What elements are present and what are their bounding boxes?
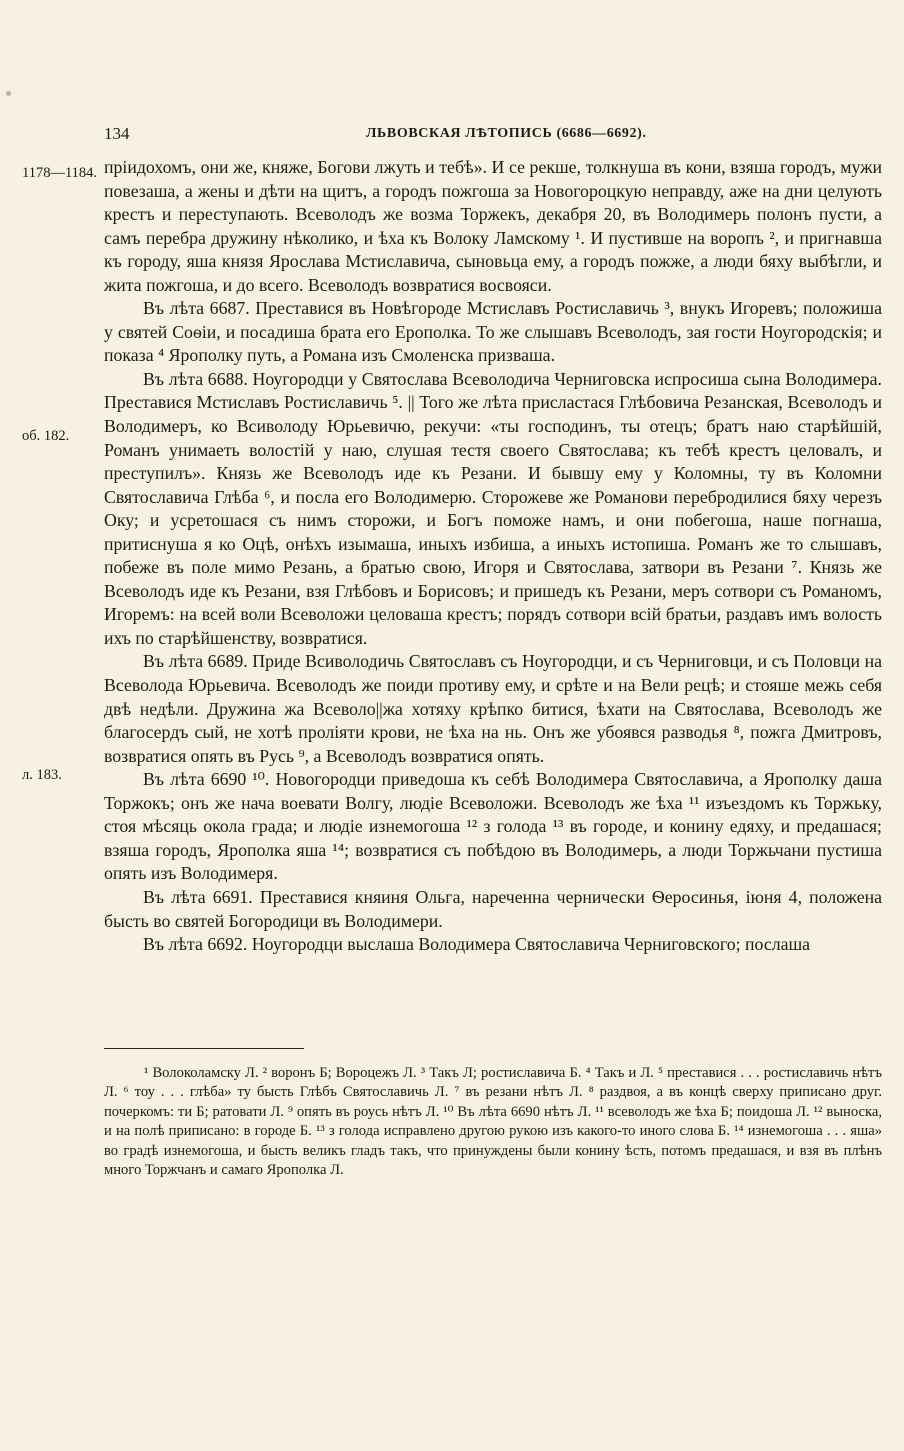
paragraph: Въ лѣта 6690 ¹⁰. Новогородци приведоша къ себѣ Володимера Святославича, а Ярополку даша Торжокъ; онъ же нача воевати Волгу, людiе Всеволожи. Всеволодъ же ѣха ¹¹ изъездомъ къ Торжьку, стоя мѣсяць окола града; и людiе изнемогоша ¹² з голода ¹³ въ городе, и конину едяху, и предашася; взяша городъ, Ярополка яша ¹⁴; возвратися съ побѣдою въ Володимерь, а люди Торжьчани пустиша опять изъ Володимеря.: [104, 769, 882, 884]
running-head: ЛЬВОВСКАЯ ЛѢТОПИСЬ (6686—6692).: [366, 126, 647, 141]
footnote-block: ¹ Волоколамску Л. ² воронъ Б; Вороцежъ Л. ³ Такъ Л; ростиславича Б. ⁴ Такъ и Л. ⁵ преставися . . . ростиславичь нѣтъ Л. ⁶ тоу . . . глѣба» ту бысть Глѣбъ Святославичь Л. ⁷ въ резани нѣтъ Л. ⁸ раздвоя, а въ концѣ сверху приписано друг. почеркомъ: ти Б; ратовати Л. ⁹ опять въ роусь нѣтъ Л. ¹⁰ Въ лѣта 6690 нѣтъ Л. ¹¹ всеволодъ же ѣха Б; поидоша Л. ¹² выноска, и на полѣ приписано: в городе Б. ¹³ з голода исправлено другою рукою изъ какого-то иного слова Б. ¹⁴ изнемогоша . . . яша» во градѣ изнемогоша, и бысть великъ гладъ такъ, что принуждены были конину ѣсть, потомъ предашася, и взя въ плѣнъ много Торжчанъ и самаго Ярополка Л.: [104, 1065, 882, 1179]
page-number: 134: [104, 124, 130, 143]
footnote-divider: [104, 1048, 304, 1049]
margin-note-ob-182: об. 182.: [22, 428, 70, 444]
page-header: [104, 124, 882, 146]
page-speck: [6, 91, 11, 96]
paragraph: Въ лѣта 6692. Ноугородци выслаша Володимера Святославича Черниговского; послаша: [143, 934, 811, 955]
margin-note-years: 1178—1184.: [22, 165, 98, 181]
paragraph: Въ лѣта 6691. Преставися княиня Ольга, нареченна чернически Ѳеросинья, iюня 4, положена бысть во святей Богородици въ Володимери.: [104, 886, 882, 931]
margin-note-l-183: л. 183.: [22, 767, 62, 783]
paragraph: прiидохомъ, они же, княже, Богови лжуть и тебѣ». И се рекше, толкнуша въ кони, взяша городъ, мужи повезаша, а жены и дѣти на щитъ, а городъ пожгоша за Новогороцкую неправду, аже на дни целують крестъ и переступають. Всеволодъ же возма Торжекъ, декабря 20, въ Володимерь полонъ пусти, а самъ перебра дружину нѣколико, и ѣха къ Волоку Ламскому ¹. И пустивше на воропъ ², и пригнавша къ городу, яша князя Ярослава Мстиславича, сыновьца ему, а городъ пожже, а люди бяху выбѣгли, и жита пожгоша, и до всего. Всеволодъ возвратися восвояси.: [104, 157, 882, 295]
paragraph: Въ лѣта 6689. Приде Всиволодичь Святославъ съ Ноугородци, и съ Черниговци, и съ Половци на Всеволода Юрьевича. Всеволодъ же поиди противу ему, и срѣте и на Вели рецѣ; и стояше межь себя двѣ недѣли. Дружина жа Всеволо||жа хотяху крѣпко битися, ѣхати на Святослава, Всеволодъ же благосердъ сый, не хотѣ проліяти крови, не ѣха на нь. Онъ же убоявся разводья ⁸, пожга Дмитровъ, возвратися опять въ Русь ⁹, а Всеволодъ возвратися опять.: [104, 651, 882, 766]
chronicle-text: [104, 156, 882, 957]
footnotes: [104, 1064, 882, 1180]
paragraph: Въ лѣта 6688. Ноугородци у Святослава Всеволодича Черниговска испросиша сына Володимера. Преставися Мстиславъ Ростиславичь ⁵. || Того же лѣта присластася Глѣбовича Резанская, Всеволодъ и Володимеръ, ко Всиволоду Юрьевичю, рекучи: «ты господинъ, ты отецъ; братъ наю старѣйшiй, Романъ унимаеть волостiй у наю, слушая тестя своего Святослава; къ тебѣ крестъ целовалъ, и преступилъ». Князь же Всеволодъ иде къ Резани. И бывшу ему у Коломны, ту въ Коломни Святославича Глѣба ⁶, и посла его Володимерю. Сторожеве же Романови перебродилися бяху черезъ Оку; и усретошася съ нимъ сторожи, и Богъ поможе намъ, и они побегоша, наше погнаша, притиснуша я ко Оцѣ, онѣхъ изымаша, иныхъ избиша, а иныхъ истопиша. Романъ же то слышавъ, побеже въ поле мимо Резань, а братью свою, Игоря и Святослава, затвори въ Резани ⁷. Князь же Всеволодъ иде къ Резани, взя Глѣбовъ и Борисовъ; и пришедъ къ Резани, меръ сотвори съ Романомъ, Игоремъ: на всей воли Всеволожи целоваша крестъ; порядъ сотвори всiй братьи, раздавъ имъ волость ихъ по старѣйшенству, возвратися.: [104, 368, 882, 648]
paragraph: Въ лѣта 6687. Преставися въ Новѣгороде Мстиславъ Ростиславичь ³, внукъ Игоревъ; положиша у святей Соѳiи, и посадиша брата его Ерополка. То же слышавъ Всеволодъ, зая гости Ноугородскiя; и показа ⁴ Ярополку путь, а Романа изъ Смоленска призваша.: [104, 298, 882, 366]
